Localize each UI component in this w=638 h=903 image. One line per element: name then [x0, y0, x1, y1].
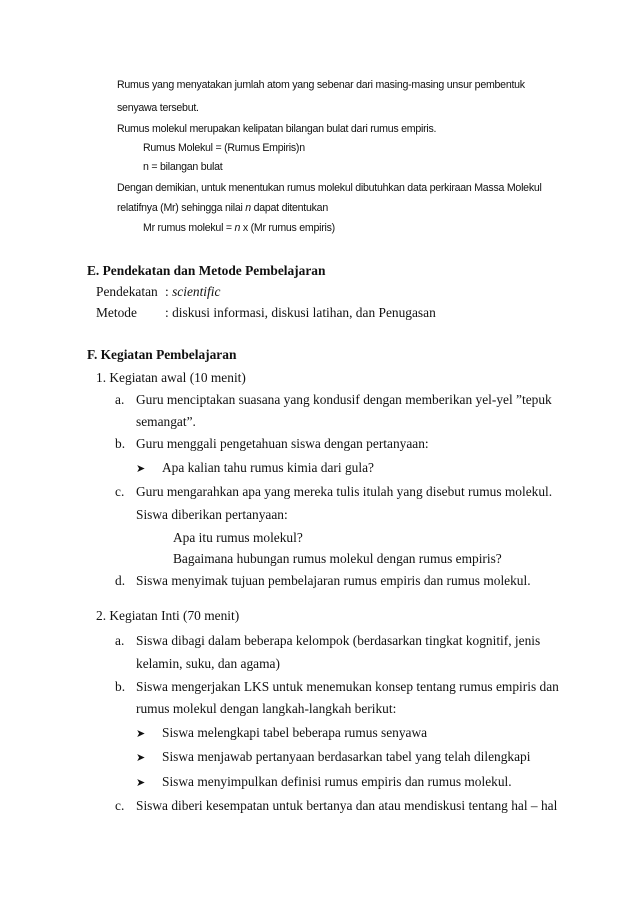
- awal-b-bullet: [136, 461, 374, 474]
- formula-mr: [143, 223, 335, 234]
- awal-c-line-2: Siswa diberikan pertanyaan:: [136, 507, 288, 522]
- arrowhead-bullet-icon: ➤: [136, 727, 146, 740]
- inti-b-line-1: Siswa mengerjakan LKS untuk menemukan konsep tentang rumus empiris dan: [136, 679, 559, 694]
- awal-b-bullet-text: Apa kalian tahu rumus kimia dari gula?: [162, 460, 374, 475]
- arrowhead-bullet-icon: ➤: [136, 776, 146, 789]
- arrowhead-bullet-icon: ➤: [136, 462, 146, 475]
- pendekatan-value: [165, 285, 220, 298]
- inti-b-bullet-2-text: Siswa menjawab pertanyaan berdasarkan tabel yang telah dilengkapi: [162, 749, 531, 764]
- awal-a-line-1: Guru menciptakan suasana yang kondusif dengan memberikan yel-yel ”tepuk: [136, 392, 552, 407]
- inti-b-bullet-1-text: Siswa melengkapi tabel beberapa rumus senyawa: [162, 725, 428, 740]
- intro-line-5: [117, 203, 328, 214]
- inti-a-line-2: kelamin, suku, dan agama): [136, 656, 280, 671]
- pendekatan-label: Pendekatan: [96, 284, 158, 299]
- awal-b-line-1: Guru menggali pengetahuan siswa dengan pertanyaan:: [136, 436, 429, 451]
- awal-d-marker: d.: [115, 573, 126, 588]
- formula-rumus-molekul: Rumus Molekul = (Rumus Empiris)n: [143, 142, 305, 154]
- awal-b-marker: b.: [115, 436, 126, 451]
- awal-a-marker: a.: [115, 392, 125, 407]
- intro-line-5-a: relatifnya (Mr) sehingga nilai: [117, 202, 246, 214]
- inti-b-bullet-1: [136, 726, 427, 739]
- kegiatan-awal-heading: 1. Kegiatan awal (10 menit): [96, 370, 246, 385]
- intro-line-5-b: dapat ditentukan: [250, 202, 328, 214]
- intro-line-5-n: n: [245, 202, 251, 214]
- awal-c-question-2: Bagaimana hubungan rumus molekul dengan rumus empiris?: [173, 551, 502, 566]
- section-e-heading: E. Pendekatan dan Metode Pembelajaran: [87, 263, 326, 278]
- pendekatan-scientific: scientific: [172, 284, 221, 299]
- inti-b-line-2: rumus molekul dengan langkah-langkah berikut:: [136, 701, 397, 716]
- intro-line-2: senyawa tersebut.: [117, 102, 199, 114]
- inti-b-bullet-2: [136, 750, 530, 763]
- awal-d-line-1: Siswa menyimak tujuan pembelajaran rumus empiris dan rumus molekul.: [136, 573, 531, 588]
- formula-mr-b: x (Mr rumus empiris): [240, 222, 335, 234]
- formula-n-definition: n = bilangan bulat: [143, 161, 223, 173]
- awal-c-question-1: Apa itu rumus molekul?: [173, 530, 303, 545]
- inti-c-marker: c.: [115, 798, 125, 813]
- inti-b-bullet-3: [136, 775, 512, 788]
- inti-b-bullet-3-text: Siswa menyimpulkan definisi rumus empiris dan rumus molekul.: [162, 774, 512, 789]
- awal-c-line-1: Guru mengarahkan apa yang mereka tulis itulah yang disebut rumus molekul.: [136, 484, 553, 499]
- kegiatan-inti-heading: 2. Kegiatan Inti (70 menit): [96, 608, 240, 623]
- arrowhead-bullet-icon: ➤: [136, 751, 146, 764]
- intro-line-1: Rumus yang menyatakan jumlah atom yang sebenar dari masing-masing unsur pembentuk: [117, 79, 525, 91]
- inti-a-marker: a.: [115, 633, 125, 648]
- formula-mr-a: Mr rumus molekul =: [143, 222, 235, 234]
- awal-c-marker: c.: [115, 484, 125, 499]
- inti-b-marker: b.: [115, 679, 126, 694]
- formula-mr-n: n: [234, 222, 241, 234]
- metode-value: : diskusi informasi, diskusi latihan, dan Penugasan: [165, 305, 436, 320]
- section-f-heading: F. Kegiatan Pembelajaran: [87, 347, 237, 362]
- intro-line-3: Rumus molekul merupakan kelipatan bilangan bulat dari rumus empiris.: [117, 123, 437, 135]
- pendekatan-separator: :: [165, 284, 173, 299]
- inti-a-line-1: Siswa dibagi dalam beberapa kelompok (berdasarkan tingkat kognitif, jenis: [136, 633, 541, 648]
- inti-c-line-1: Siswa diberi kesempatan untuk bertanya dan atau mendiskusi tentang hal – hal: [136, 798, 558, 813]
- metode-label: Metode: [96, 305, 137, 320]
- awal-a-line-2: semangat”.: [136, 414, 196, 429]
- intro-line-4: Dengan demikian, untuk menentukan rumus molekul dibutuhkan data perkiraan Massa Molekul: [117, 182, 542, 194]
